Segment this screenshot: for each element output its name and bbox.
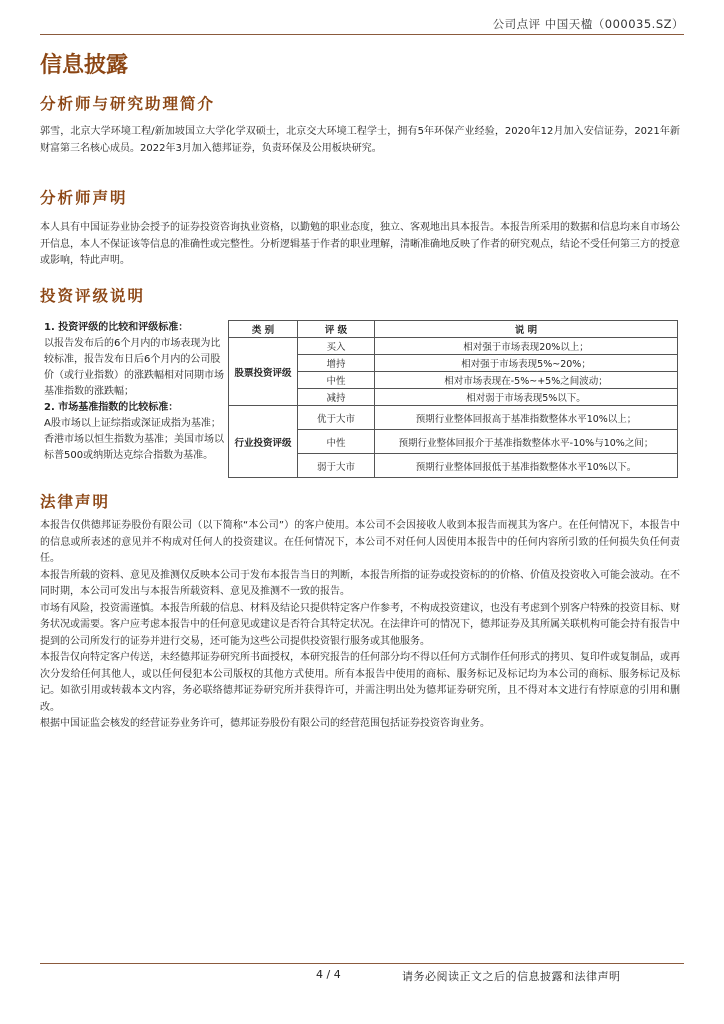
stock-rating-category: 股票投资评级 bbox=[229, 338, 298, 406]
rating-criteria bbox=[44, 320, 226, 464]
legal-paragraph: 本报告仅供德邦证券股份有限公司（以下简称“本公司”）的客户使用。本公司不会因接收人收到本报告而视其为客户。在任何情况下，本报告中的信息或所表述的意见并不构成对任何人的投资建议。在任何情况下，本公司不对任何人因使用本报告中的任何内容所引致的任何损失负任何责任。 bbox=[40, 520, 680, 564]
table-cell: 相对强于市场表现20%以上； bbox=[375, 338, 678, 355]
table-cell: 中性 bbox=[298, 430, 375, 454]
legal-paragraph: 本报告仅向特定客户传送，未经德邦证券研究所书面授权，本研究报告的任何部分均不得以任何方式制作任何形式的拷贝、复印件或复制品，或再次分发给任何其他人，或以任何侵犯本公司版权的其他方式使用。所有本报告中使用的商标、服务标记及标记均为本公司的商标、服务标记及标记。如欲引用或转载本文内容，务必联络德邦证券研究所并获得许可，并需注明出处为德邦证券研究所，且不得对本文进行有悖原意的引用和删改。 bbox=[40, 652, 680, 713]
footer-divider bbox=[40, 963, 684, 964]
footer-text: 请务必阅读正文之后的信息披露和法律声明 bbox=[402, 970, 621, 983]
table-cell: 预期行业整体回报介于基准指数整体水平-10%与10%之间； bbox=[375, 430, 678, 454]
table-cell: 弱于大市 bbox=[298, 454, 375, 478]
col-header-description: 说 明 bbox=[375, 321, 678, 338]
table-cell: 相对市场表现在-5%~+5%之间波动； bbox=[375, 372, 678, 389]
table-cell: 增持 bbox=[298, 355, 375, 372]
header-text: 公司点评 中国天楹（000035.SZ） bbox=[492, 17, 684, 31]
industry-rating-category: 行业投资评级 bbox=[229, 406, 298, 478]
table-cell: 预期行业整体回报高于基准指数整体水平10%以上； bbox=[375, 406, 678, 430]
page-number: 4 / 4 bbox=[316, 968, 341, 981]
page-title: 信息披露 bbox=[40, 52, 129, 78]
analyst-intro-body: 郭雪，北京大学环境工程/新加坡国立大学化学双硕士，北京交大环境工程学士，拥有5年环保产业经验，2020年12月加入安信证券，2021年新财富第三名核心成员。2022年3月加入德邦证券，负责环保及公用板块研究。 bbox=[40, 126, 680, 154]
criteria-title-1: 1. 投资评级的比较和评级标准： bbox=[44, 322, 189, 333]
table-cell: 中性 bbox=[298, 372, 375, 389]
criteria-title-2: 2. 市场基准指数的比较标准： bbox=[44, 402, 179, 413]
criteria-body-2: A股市场以上证综指或深证成指为基准；香港市场以恒生指数为基准；美国市场以标普500或纳斯达克综合指数为基准。 bbox=[44, 418, 224, 461]
rating-table bbox=[228, 320, 678, 478]
table-cell: 相对弱于市场表现5%以下。 bbox=[375, 389, 678, 406]
rating-heading: 投资评级说明 bbox=[40, 287, 146, 305]
rating-section bbox=[40, 320, 678, 473]
table-cell: 减持 bbox=[298, 389, 375, 406]
criteria-body-1: 以报告发布后的6个月内的市场表现为比较标准，报告发布日后6个月内的公司股价（或行业指数）的涨跌幅相对同期市场基准指数的涨跌幅； bbox=[44, 338, 224, 397]
analyst-statement-heading: 分析师声明 bbox=[40, 189, 128, 207]
page-header bbox=[40, 12, 684, 35]
legal-paragraph: 本报告所载的资料、意见及推测仅反映本公司于发布本报告当日的判断，本报告所指的证券或投资标的的价格、价值及投资收入可能会波动。在不同时期，本公司可发出与本报告所载资料、意见及推测不一致的报告。 bbox=[40, 569, 680, 597]
table-cell: 相对强于市场表现5%~20%； bbox=[375, 355, 678, 372]
legal-heading: 法律声明 bbox=[40, 493, 111, 511]
col-header-rating: 评 级 bbox=[298, 321, 375, 338]
legal-body bbox=[40, 518, 680, 733]
table-cell: 买入 bbox=[298, 338, 375, 355]
col-header-category: 类 别 bbox=[229, 321, 298, 338]
analyst-statement-body: 本人具有中国证券业协会授予的证券投资咨询执业资格，以勤勉的职业态度，独立、客观地出具本报告。本报告所采用的数据和信息均来自市场公开信息，本人不保证该等信息的准确性或完整性。分析逻辑基于作者的职业理解，清晰准确地反映了作者的研究观点，结论不受任何第三方的授意或影响，特此声明。 bbox=[40, 222, 680, 266]
analyst-intro-heading: 分析师与研究助理简介 bbox=[40, 95, 216, 113]
legal-paragraph: 市场有风险，投资需谨慎。本报告所载的信息、材料及结论只提供特定客户作参考，不构成投资建议，也没有考虑到个别客户特殊的投资目标、财务状况或需要。客户应考虑本报告中的任何意见或建议是否符合其特定状况。在法律许可的情况下，德邦证券及其所属关联机构可能会持有报告中提到的公司所发行的证券并进行交易，还可能为这些公司提供投资银行服务或其他服务。 bbox=[40, 602, 680, 647]
table-cell: 预期行业整体回报低于基准指数整体水平10%以下。 bbox=[375, 454, 678, 478]
legal-paragraph: 根据中国证监会核发的经营证券业务许可，德邦证券股份有限公司的经营范围包括证券投资咨询业务。 bbox=[40, 718, 490, 729]
table-cell: 优于大市 bbox=[298, 406, 375, 430]
